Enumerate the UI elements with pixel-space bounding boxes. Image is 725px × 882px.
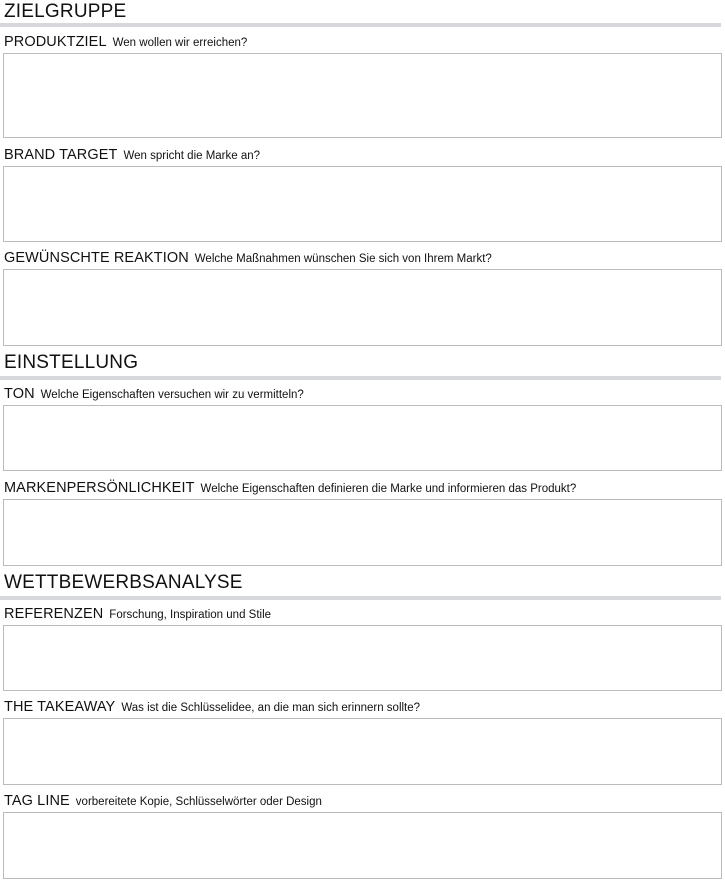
field-label-text: REFERENZEN — [4, 606, 104, 622]
ton-input[interactable] — [3, 405, 722, 471]
field-label-text: BRAND TARGET — [4, 147, 118, 163]
reaktion-input[interactable] — [3, 269, 722, 346]
section-title-einstellung: EINSTELLUNG — [4, 352, 139, 373]
field-label-brand-target — [4, 147, 260, 164]
field-label-reaktion — [4, 250, 492, 267]
tagline-input[interactable] — [3, 812, 722, 879]
section-title-zielgruppe: ZIELGRUPPE — [4, 1, 127, 22]
produktziel-input[interactable] — [3, 53, 722, 138]
field-label-ton — [4, 386, 304, 403]
field-label-text: GEWÜNSCHTE REAKTION — [4, 250, 189, 266]
field-hint-text: vorbereitete Kopie, Schlüsselwörter oder Design — [75, 796, 322, 808]
field-hint-text: Wen spricht die Marke an? — [123, 150, 261, 162]
field-label-text: MARKENPERSÖNLICHKEIT — [4, 480, 195, 496]
field-hint-text: Welche Eigenschaften versuchen wir zu vermitteln? — [40, 389, 304, 401]
field-label-referenzen — [4, 606, 271, 623]
section-title-wettbewerbsanalyse: WETTBEWERBSANALYSE — [4, 572, 243, 593]
section-divider — [0, 23, 721, 27]
field-label-tagline — [4, 793, 322, 810]
section-divider — [0, 376, 721, 380]
field-label-markenpersoenlichkeit — [4, 480, 576, 497]
markenpersoenlichkeit-input[interactable] — [3, 499, 722, 566]
brand-target-input[interactable] — [3, 166, 722, 242]
field-label-produktziel — [4, 34, 247, 51]
field-hint-text: Was ist die Schlüsselidee, an die man sich erinnern sollte? — [121, 702, 421, 714]
section-divider — [0, 596, 721, 600]
field-hint-text: Wen wollen wir erreichen? — [112, 37, 248, 49]
field-label-takeaway — [4, 699, 420, 716]
field-label-text: THE TAKEAWAY — [4, 699, 116, 715]
field-hint-text: Forschung, Inspiration und Stile — [109, 609, 272, 621]
field-label-text: PRODUKTZIEL — [4, 34, 107, 50]
field-hint-text: Welche Maßnahmen wünschen Sie sich von Ihrem Markt? — [194, 253, 492, 265]
field-label-text: TAG LINE — [4, 793, 70, 809]
referenzen-input[interactable] — [3, 625, 722, 691]
takeaway-input[interactable] — [3, 718, 722, 785]
field-label-text: TON — [4, 386, 35, 402]
field-hint-text: Welche Eigenschaften definieren die Marke und informieren das Produkt? — [200, 483, 577, 495]
